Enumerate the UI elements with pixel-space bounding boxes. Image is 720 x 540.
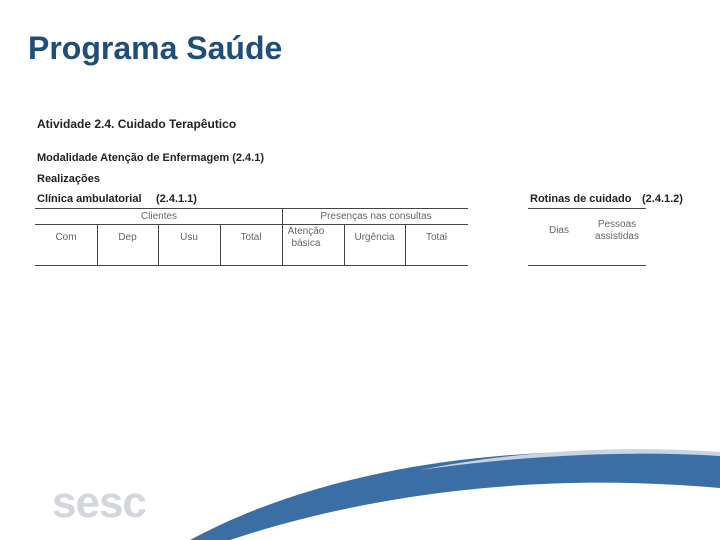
column-header: Dias	[548, 225, 569, 236]
routines-code: (2.4.1.2)	[642, 193, 683, 205]
clinic-label: Clínica ambulatorial	[37, 193, 142, 205]
group-header-attendance: Presenças nas consultas	[320, 211, 432, 222]
column-header: Atenção básica	[287, 226, 325, 249]
routines-label: Rotinas de cuidado	[530, 193, 632, 205]
column-header: Pessoas assistidas	[595, 219, 639, 242]
column-header: Urgência	[354, 232, 395, 243]
realizations-label: Realizações	[37, 173, 100, 185]
activity-heading: Atividade 2.4. Cuidado Terapêutico	[37, 117, 237, 131]
column-header: Com	[55, 232, 77, 243]
group-header-clients: Clientes	[140, 211, 178, 222]
column-header: Total	[240, 232, 262, 243]
column-header: Usu	[180, 232, 198, 243]
clinic-code: (2.4.1.1)	[156, 193, 197, 205]
sesc-logo: sesc	[52, 478, 146, 527]
modality-heading: Modalidade Atenção de Enfermagem (2.4.1)	[37, 152, 264, 164]
column-header: Total	[425, 232, 448, 243]
slide-title: Programa Saúde	[28, 30, 283, 66]
column-header: Dep	[118, 232, 137, 243]
